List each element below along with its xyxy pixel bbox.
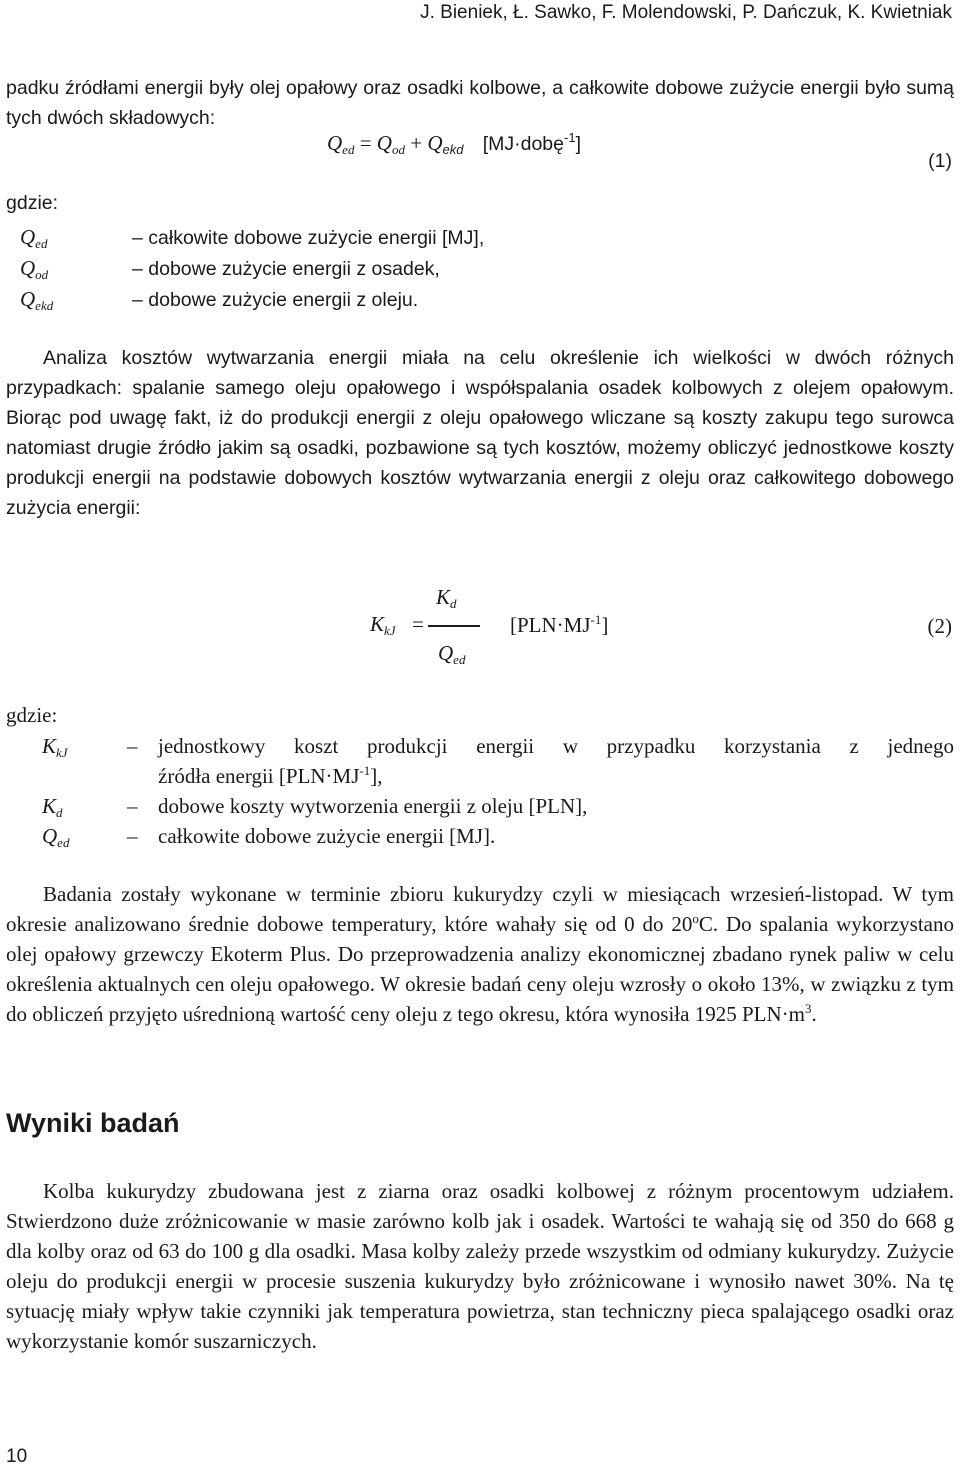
def1-symbol: $Q_{ed}$: [20, 225, 48, 251]
paragraph-results: Kolba kukurydzy zbudowana jest z ziarna oraz osadki kolbowej z różnym procentowym udziałem. Stwierdzono duże zróżnicowanie w masie zarówno kolb jak i osadek. Wartości te wahają się od 350 do 668 g dla kolby oraz od 63 do 100 g dla osadki. Masa kolby zależy przede wszystkim od odmiany kukurydzy. Zużycie oleju do produkcji energii w procesie suszenia kukurydzy było zróżnicowane i wynosiło nawet 30%. Na tę sytuację miały wpływ takie czynniki jak temperatura powietrza, stan techniczny pieca spalającego osadki oraz wykorzystanie komór suszarniczych.: [6, 1179, 954, 1353]
def1-row-ekd: [20, 287, 720, 318]
paragraph-cost-analysis: Analiza kosztów wytwarzania energii miała na celu określenie ich wielkości w dwóch różnych przypadkach: spalanie samego oleju opałowego i współspalania osadek kolbowych z olejem opałowym. Biorąc pod uwagę fakt, iż do produkcji energii z oleju opałowego wliczane są koszty zakupu tego surowca natomiast drugie źródło jakim są osadki, pozbawione są tych kosztów, możemy obliczyć jednostkowe koszty produkcji energii na podstawie dobowych kosztów wytwarzania energii z oleju oraz całkowitego dobowego zużycia energii:: [6, 347, 954, 519]
section-heading: Wyniki badań: [6, 1108, 180, 1138]
def1-symbol: $Q_{ekd}$: [20, 287, 54, 313]
def2-symbol: $K_d$: [42, 794, 63, 820]
equation-1: [327, 130, 581, 158]
def2-symbol: $K_{kJ}$: [42, 734, 68, 760]
def1-text: – całkowite dobowe zużycie energii [MJ],: [132, 227, 485, 249]
def2-text-line2: źródła energii $[PLN\cdot MJ^{-1}]$,: [158, 763, 383, 788]
eq2-lhs: $K_{kJ}$: [370, 612, 396, 638]
def1-row-od: [20, 256, 720, 287]
def2-text: dobowe koszty wytworzenia energii z oleju [PLN],: [158, 794, 588, 818]
eq1-plus: +: [410, 131, 423, 155]
equation-1-number: (1): [928, 150, 952, 172]
def2-dash: –: [127, 734, 138, 758]
definitions-list-2: [0, 731, 960, 851]
eq2-unit: $[PLN\cdot MJ^{-1}]$: [510, 612, 609, 637]
def2-dash: –: [127, 794, 138, 818]
definitions-list-1: [20, 225, 720, 318]
eq1-equals: =: [359, 131, 372, 155]
def2-text: całkowite dobowe zużycie energii [MJ].: [158, 824, 496, 848]
def1-symbol: $Q_{od}$: [20, 256, 49, 282]
def1-text: – dobowe zużycie energii z oleju.: [132, 289, 419, 311]
equation-2: [368, 585, 488, 675]
def2-dash: –: [127, 824, 138, 848]
eq2-denominator: $Q_{ed}$: [438, 641, 466, 667]
intro-paragraph: padku źródłami energii były olej opałowy oraz osadki kolbowe, a całkowite dobowe zużycie energii było sumą tych dwóch składowych:: [6, 77, 954, 129]
where-label-2: gdzie:: [6, 703, 58, 727]
where-label-1: gdzie:: [6, 192, 59, 214]
eq2-numerator: $K_d$: [436, 585, 457, 611]
eq1-q-ekd: $Q_{ekd}$: [427, 131, 464, 157]
def1-text: – dobowe zużycie energii z osadek,: [132, 258, 440, 280]
page-number: 10: [6, 1446, 28, 1467]
paragraph-study-conditions: Badania zostały wykonane w terminie zbioru kukurydzy czyli w miesiącach wrzesień-listopad. W tym okresie analizowano średnie dobowe temperatury, które wahały się od 0 do 20$^o$C. Do spalania wykorzystano olej opałowy grzewczy Ekoterm Plus. Do przeprowadzenia analizy ekonomicznej zbadano rynek paliw w celu określenia aktualnych cen oleju opałowego. W okresie badań ceny oleju wzrosły o około 13%, w związku z tym do obliczeń przyjęto uśrednioną wartość ceny oleju z tego okresu, która wynosiła 1925 $PLN\cdot m^3$.: [6, 882, 954, 1026]
eq2-fraction-bar: [428, 625, 480, 627]
running-head: J. Bieniek, Ł. Sawko, F. Molendowski, P. Dańczuk, K. Kwietniak: [420, 2, 952, 23]
eq2-equals: =: [412, 612, 424, 636]
def2-symbol: $Q_{ed}$: [42, 824, 70, 850]
def2-row-d: [0, 791, 960, 821]
def2-row-ed: [0, 821, 960, 851]
eq1-q-ed: $Q_{ed}$: [327, 131, 355, 157]
eq1-q-od: $Q_{od}$: [376, 131, 405, 157]
def2-row-kj: [0, 731, 960, 791]
eq1-unit: [MJ·dobę$^{-1}$]: [482, 130, 581, 155]
equation-2-number: (2): [927, 614, 952, 638]
def1-row-ed: [20, 225, 720, 256]
def2-text: jednostkowy koszt produkcji energii w przypadku korzystania z jednego: [158, 734, 954, 758]
